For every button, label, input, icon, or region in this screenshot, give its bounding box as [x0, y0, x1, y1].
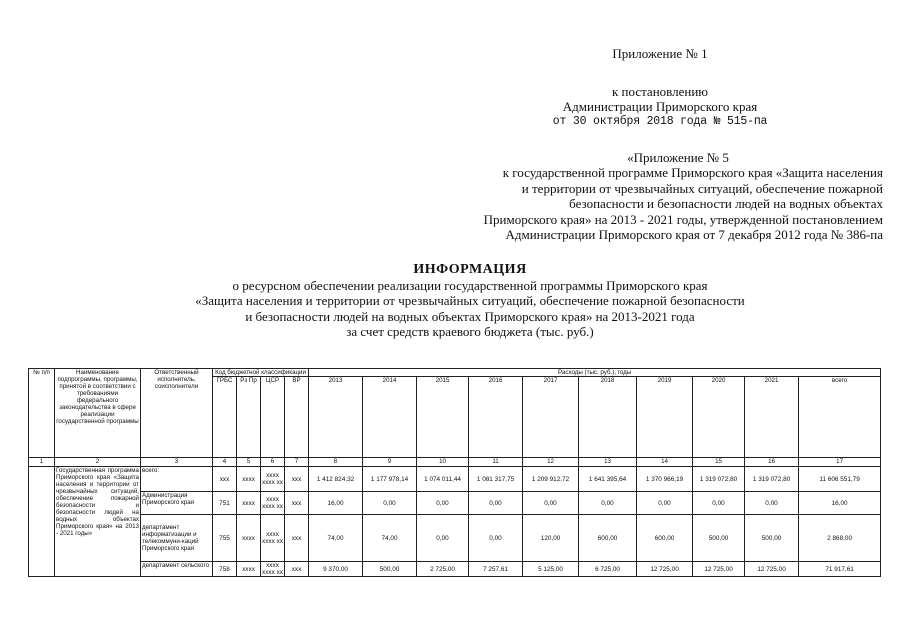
value-cell: 0,00 — [417, 515, 469, 562]
program-name-cell: Государственная программа Приморского края «Защита населения и территории от чрезвычайных ситуаций, обеспечение пожарной безопасности и безопасности людей на водных объектах Приморского края» на 2013 - 2021 годы» — [55, 467, 141, 577]
rzpr-cell: хххх — [237, 467, 261, 492]
value-cell: 7 257,61 — [469, 562, 523, 577]
decree-line-1: к постановлению — [611, 84, 709, 99]
value-cell: 1 177 978,14 — [363, 467, 417, 492]
value-cell: 0,00 — [469, 492, 523, 515]
year-col-header: 2021 — [745, 377, 799, 458]
resp-cell: Администрация Приморского края — [141, 492, 213, 515]
year-col-header: 2013 — [309, 377, 363, 458]
value-cell: 6 725,00 — [579, 562, 637, 577]
total-cell: 71 917,61 — [799, 562, 881, 577]
value-cell: 12 725,00 — [693, 562, 745, 577]
title-heading: ИНФОРМАЦИЯ — [413, 262, 527, 277]
column-index: 16 — [745, 458, 799, 467]
rzpr-cell: хххх — [237, 492, 261, 515]
column-index: 8 — [309, 458, 363, 467]
column-index: 6 — [261, 458, 285, 467]
value-cell: 1 081 317,75 — [469, 467, 523, 492]
column-index: 5 — [237, 458, 261, 467]
year-col-header: 2019 — [637, 377, 693, 458]
appendix-5-line: к государственной программе Приморского края «Защита населения — [502, 165, 883, 181]
column-index: 7 — [285, 458, 309, 467]
value-cell: 9 370,00 — [309, 562, 363, 577]
rzpr-cell: хххх — [237, 562, 261, 577]
col-name-header: Наименование подпрограммы, программы, принятой в соответствии с требованиями федерального законодательства в сфере реализации государственной программы — [55, 369, 141, 458]
table-row — [29, 467, 881, 492]
value-cell: 120,00 — [523, 515, 579, 562]
value-cell: 500,00 — [745, 515, 799, 562]
code-col-header: ЦСР — [261, 377, 285, 458]
table-row — [29, 562, 881, 577]
vr-cell: ххх — [285, 515, 309, 562]
csr-cell: хххх хххх хх — [261, 467, 285, 492]
code-group-header: Код бюджетной классификации — [213, 369, 309, 377]
decree-reference — [540, 84, 780, 129]
col-resp-header: Ответственный исполнитель, соисполнители — [141, 369, 213, 458]
code-col-header: Рз Пр — [237, 377, 261, 458]
column-index-row — [29, 458, 881, 467]
appendix-5-reference — [413, 150, 883, 242]
year-col-header: 2018 — [579, 377, 637, 458]
header-row-top — [29, 369, 881, 377]
column-index: 3 — [141, 458, 213, 467]
title-line: «Защита населения и территории от чрезвычайных ситуаций, обеспечение пожарной безопасности — [195, 293, 745, 309]
title-line: за счет средств краевого бюджета (тыс. руб.) — [346, 324, 594, 340]
value-cell: 0,00 — [637, 492, 693, 515]
csr-cell: хххх хххх хх — [261, 515, 285, 562]
value-cell: 74,00 — [309, 515, 363, 562]
column-index: 14 — [637, 458, 693, 467]
resp-cell: департамент сельского — [141, 562, 213, 577]
decree-line-3: от 30 октября 2018 года № 515-па — [552, 115, 768, 128]
value-cell: 500,00 — [693, 515, 745, 562]
appendix-5-line: Администрации Приморского края от 7 декабря 2012 года № 386-па — [505, 227, 883, 243]
table-row — [29, 492, 881, 515]
year-col-header: 2017 — [523, 377, 579, 458]
table-row — [29, 515, 881, 562]
year-col-header: 2015 — [417, 377, 469, 458]
value-cell: 1 412 824,32 — [309, 467, 363, 492]
title-line: и безопасности людей на водных объектах Приморского края» на 2013-2021 года — [245, 308, 695, 324]
appendix-1-label: Приложение № 1 — [612, 46, 708, 61]
column-index: 2 — [55, 458, 141, 467]
code-col-header: ВР — [285, 377, 309, 458]
value-cell: 1 641 395,64 — [579, 467, 637, 492]
value-cell: 1 319 072,80 — [745, 467, 799, 492]
resp-cell: департамент информатизации и телекоммуни-каций Приморского края — [141, 515, 213, 562]
vr-cell: ххх — [285, 562, 309, 577]
grbs-cell: 751 — [213, 492, 237, 515]
resource-table — [28, 368, 881, 577]
grbs-cell: ххх — [213, 467, 237, 492]
document-title — [100, 262, 840, 340]
value-cell: 12 725,00 — [745, 562, 799, 577]
value-cell: 74,00 — [363, 515, 417, 562]
total-cell: 11 606 551,79 — [799, 467, 881, 492]
appendix-5-line: безопасности и безопасности людей на водных объектах — [569, 196, 883, 212]
year-col-header: 2016 — [469, 377, 523, 458]
appendix-5-line: и территории от чрезвычайных ситуаций, обеспечение пожарной — [521, 180, 883, 196]
column-index: 10 — [417, 458, 469, 467]
value-cell: 12 725,00 — [637, 562, 693, 577]
value-cell: 1 319 072,80 — [693, 467, 745, 492]
row-number-cell — [29, 467, 55, 577]
total-col-header: всего — [799, 377, 881, 458]
value-cell: 600,00 — [637, 515, 693, 562]
value-cell: 16,00 — [309, 492, 363, 515]
value-cell: 2 725,00 — [417, 562, 469, 577]
column-index: 15 — [693, 458, 745, 467]
vr-cell: ххх — [285, 467, 309, 492]
column-index: 13 — [579, 458, 637, 467]
column-index: 1 — [29, 458, 55, 467]
value-cell: 0,00 — [363, 492, 417, 515]
column-index: 9 — [363, 458, 417, 467]
column-index: 17 — [799, 458, 881, 467]
grbs-cell: 758 — [213, 562, 237, 577]
value-cell: 1 074 011,44 — [417, 467, 469, 492]
grbs-cell: 755 — [213, 515, 237, 562]
vr-cell: ххх — [285, 492, 309, 515]
value-cell: 5 125,00 — [523, 562, 579, 577]
value-cell: 0,00 — [745, 492, 799, 515]
value-cell: 1 370 966,19 — [637, 467, 693, 492]
appendix-5-line: Приморского края» на 2013 - 2021 годы, утвержденной постановлением — [483, 211, 883, 227]
expense-group-header: Расходы (тыс. руб.), годы — [309, 369, 881, 377]
rzpr-cell: хххх — [237, 515, 261, 562]
resp-cell: всего: — [141, 467, 213, 492]
column-index: 12 — [523, 458, 579, 467]
value-cell: 0,00 — [523, 492, 579, 515]
csr-cell: хххх хххх хх — [261, 492, 285, 515]
year-col-header: 2020 — [693, 377, 745, 458]
decree-line-2: Администрации Приморского края — [562, 99, 758, 114]
value-cell: 500,00 — [363, 562, 417, 577]
value-cell: 0,00 — [579, 492, 637, 515]
code-col-header: ГРБС — [213, 377, 237, 458]
year-col-header: 2014 — [363, 377, 417, 458]
total-cell: 2 868,00 — [799, 515, 881, 562]
value-cell: 600,00 — [579, 515, 637, 562]
column-index: 4 — [213, 458, 237, 467]
col-num-header: № п/п — [29, 369, 55, 458]
column-index: 11 — [469, 458, 523, 467]
value-cell: 0,00 — [469, 515, 523, 562]
value-cell: 0,00 — [417, 492, 469, 515]
appendix-5-line: «Приложение № 5 — [627, 150, 729, 165]
total-cell: 16,00 — [799, 492, 881, 515]
value-cell: 1 209 912,72 — [523, 467, 579, 492]
title-line: о ресурсном обеспечении реализации государственной программы Приморского края — [232, 277, 708, 293]
value-cell: 0,00 — [693, 492, 745, 515]
csr-cell: хххх хххх хх — [262, 562, 283, 576]
